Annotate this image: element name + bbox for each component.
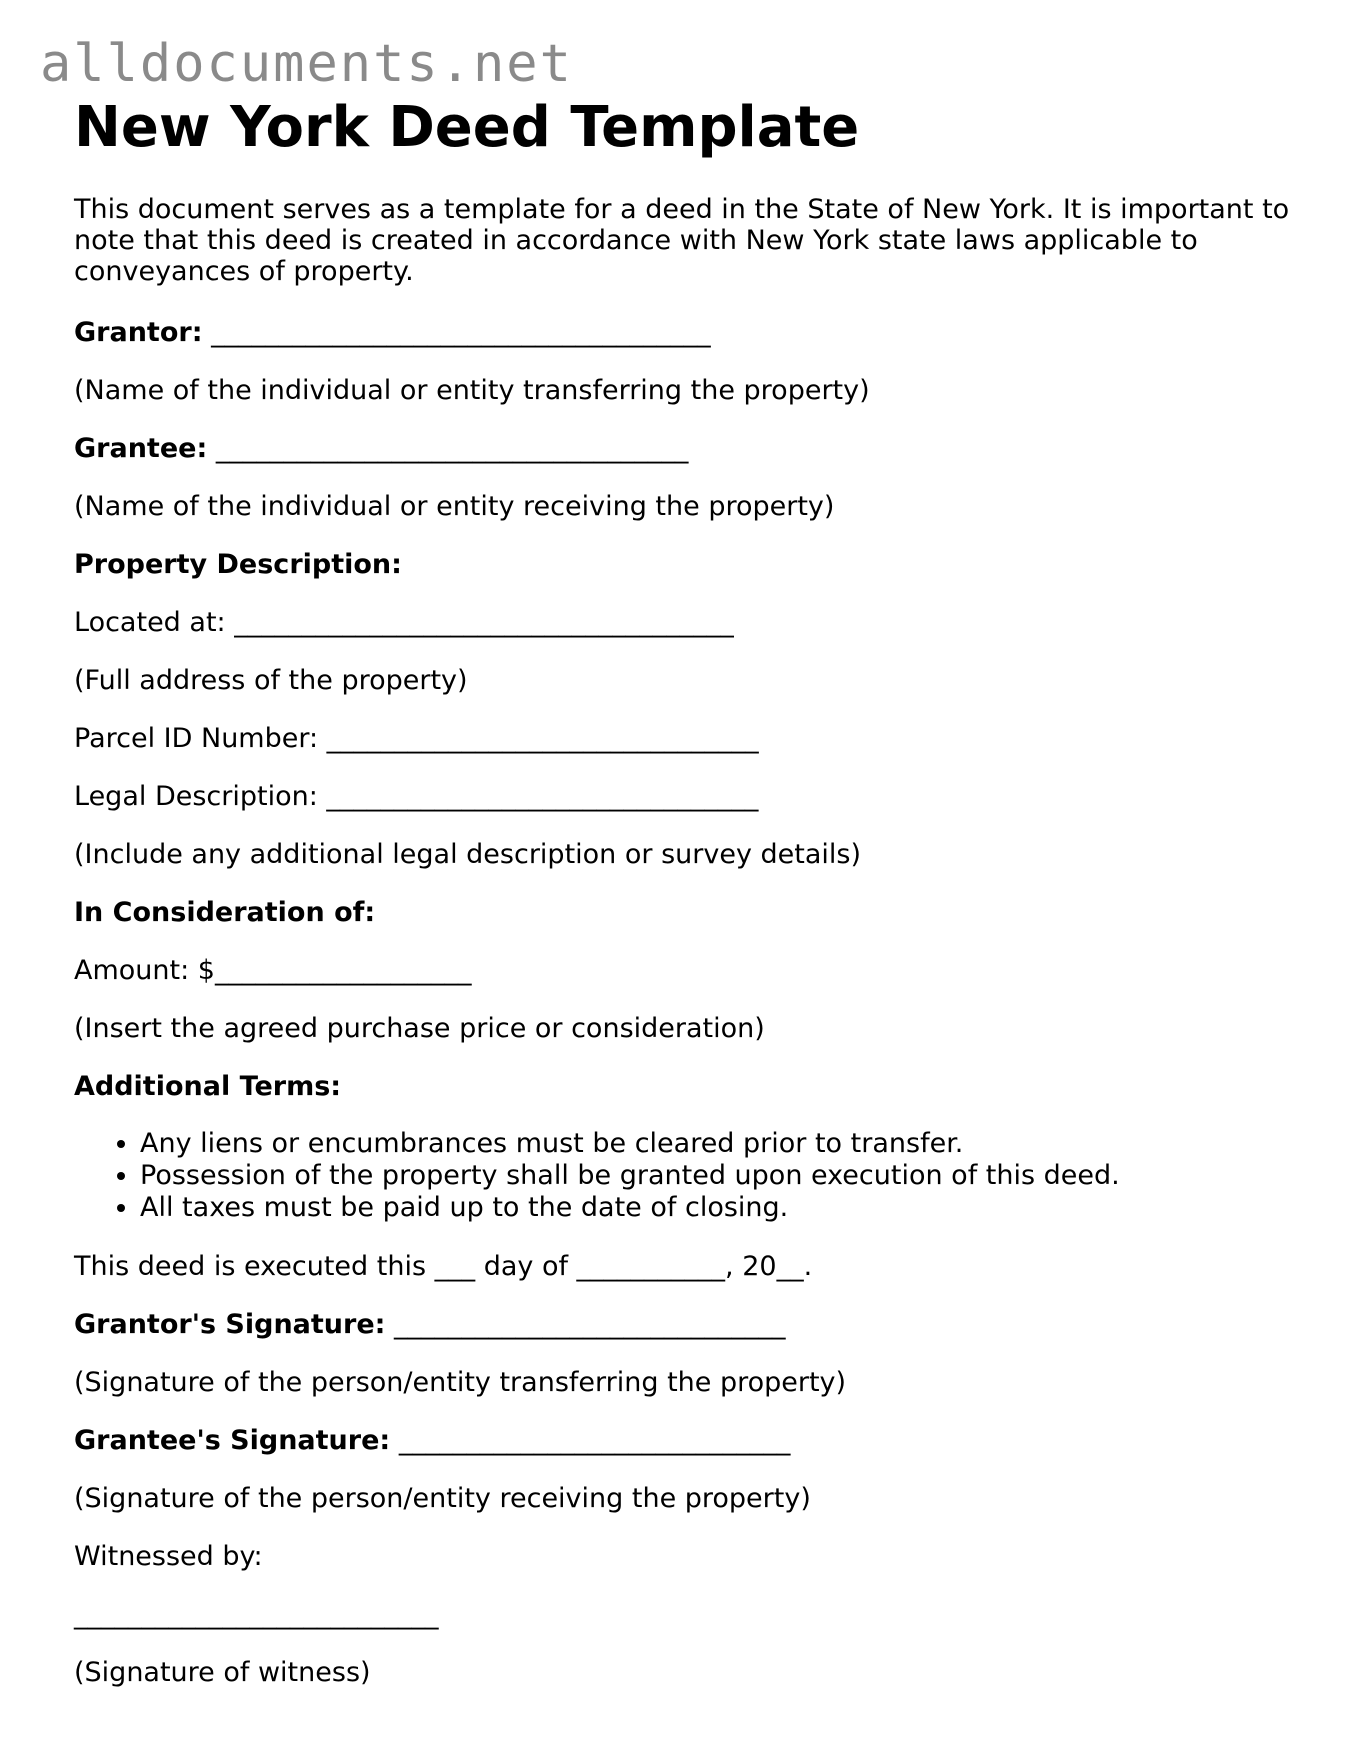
property-heading: Property Description: (74, 549, 402, 580)
parcel-id-field[interactable]: Parcel ID Number: ________________________________ (74, 723, 759, 754)
additional-terms-heading: Additional Terms: (74, 1071, 342, 1102)
witness-note: (Signature of witness) (74, 1657, 371, 1688)
grantee-signature-blank[interactable]: _____________________________ (398, 1425, 791, 1456)
watermark: alldocuments.net (40, 34, 573, 94)
grantee-note: (Name of the individual or entity receiving the property) (74, 491, 835, 522)
grantee-signature-field (74, 1412, 1294, 1470)
legal-description-field[interactable]: Legal Description: ________________________________ (74, 781, 759, 812)
list-item: • Any liens or encumbrances must be cleared prior to transfer. (140, 1128, 1294, 1160)
grantee-signature-note: (Signature of the person/entity receiving the property) (74, 1483, 811, 1514)
located-at-note: (Full address of the property) (74, 665, 468, 696)
amount-note: (Insert the agreed purchase price or consideration) (74, 1013, 765, 1044)
amount-field[interactable]: Amount: $___________________ (74, 955, 472, 986)
grantor-signature-note: (Signature of the person/entity transferring the property) (74, 1367, 847, 1398)
grantor-note: (Name of the individual or entity transferring the property) (74, 375, 870, 406)
additional-terms-list-wrap (74, 1116, 1294, 1238)
grantee-label: Grantee: (74, 433, 208, 464)
grantor-label: Grantor: (74, 317, 203, 348)
grantee-field (74, 420, 1294, 478)
located-at-field[interactable]: Located at: _____________________________________ (74, 607, 734, 638)
grantor-signature-blank[interactable]: _____________________________ (394, 1309, 786, 1340)
grantor-signature-field (74, 1296, 1294, 1354)
intro-paragraph: This document serves as a template for a deed in the State of New York. It is important to note that this deed is created in accordance with New York state laws applicable to conveyances of property. (74, 194, 1290, 287)
witness-label: Witnessed by: (74, 1541, 263, 1572)
additional-terms-list (74, 1128, 1294, 1224)
list-item: • Possession of the property shall be granted upon execution of this deed. (140, 1160, 1294, 1192)
grantee-blank[interactable]: ___________________________________ (215, 433, 689, 464)
grantor-field (74, 304, 1294, 362)
legal-description-note: (Include any additional legal description or survey details) (74, 839, 861, 870)
document (74, 92, 1294, 1702)
grantee-signature-label: Grantee's Signature: (74, 1425, 391, 1456)
grantor-blank[interactable]: _____________________________________ (211, 317, 711, 348)
list-item: • All taxes must be paid up to the date of closing. (140, 1192, 1294, 1224)
consideration-heading: In Consideration of: (74, 897, 376, 928)
page-title: New York Deed Template (74, 95, 860, 160)
witness-signature-blank[interactable]: ___________________________ (74, 1599, 439, 1630)
execution-date-field[interactable]: This deed is executed this ___ day of ___________, 20__. (74, 1251, 813, 1282)
grantor-signature-label: Grantor's Signature: (74, 1309, 386, 1340)
